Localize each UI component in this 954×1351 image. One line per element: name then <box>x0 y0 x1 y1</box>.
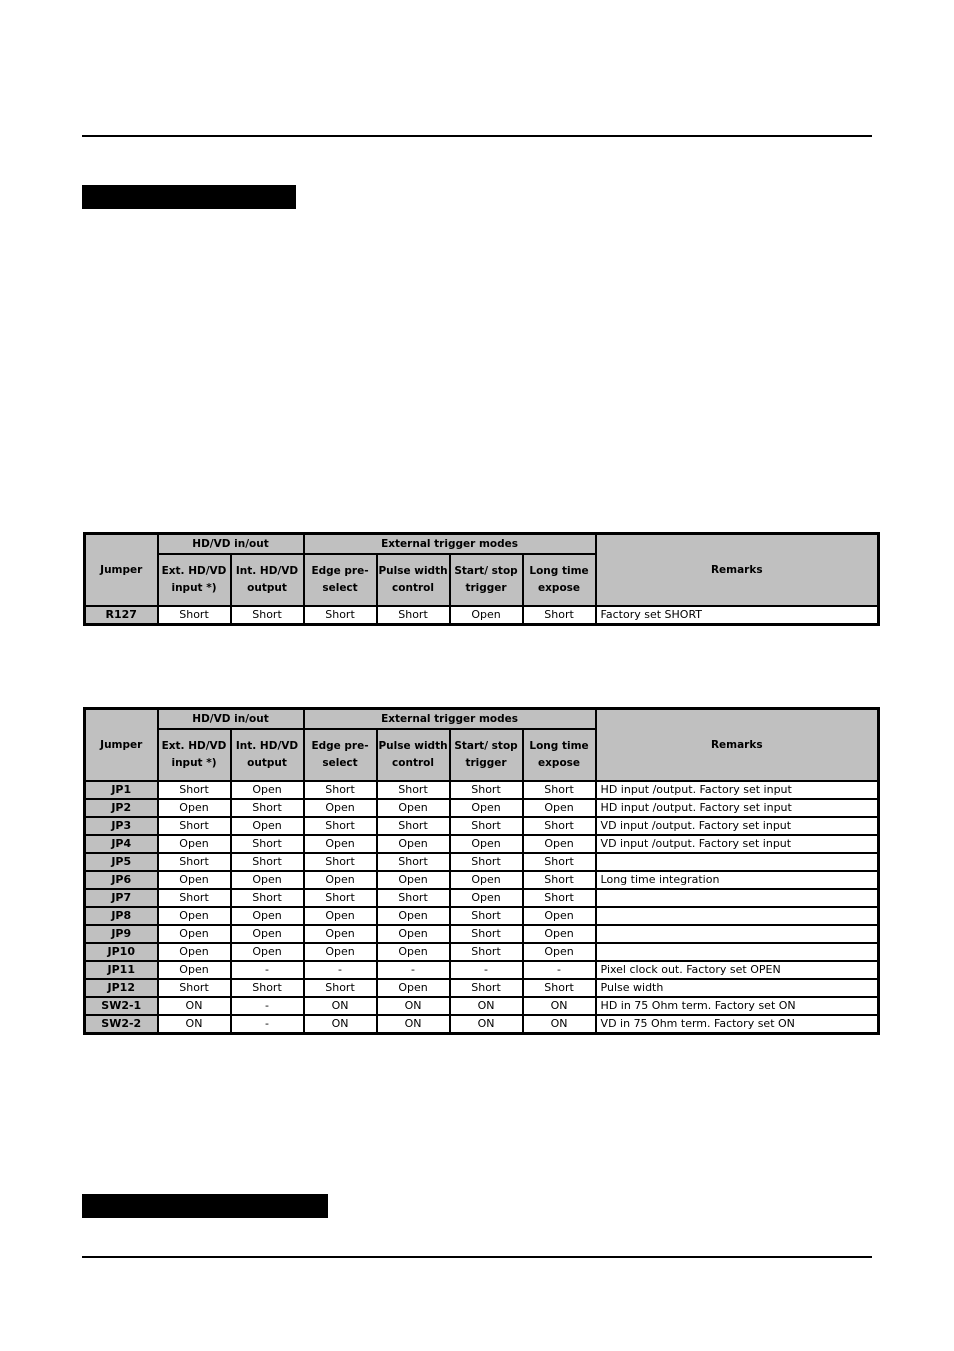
header-col: Start/ stop trigger <box>450 554 523 606</box>
setting-cell: ON <box>377 997 450 1015</box>
setting-cell: ON <box>158 997 231 1015</box>
table-row <box>85 781 879 799</box>
setting-cell: ON <box>450 997 523 1015</box>
setting-cell: Short <box>231 835 304 853</box>
jumper-label: JP2 <box>85 799 158 817</box>
setting-cell: ON <box>377 1015 450 1034</box>
setting-cell: Open <box>231 817 304 835</box>
setting-cell: Open <box>523 835 596 853</box>
setting-cell: Short <box>523 781 596 799</box>
setting-cell: Short <box>158 853 231 871</box>
setting-cell: Open <box>377 907 450 925</box>
setting-cell: Short <box>304 781 377 799</box>
setting-cell: Short <box>158 979 231 997</box>
header-jumper: Jumper <box>85 534 158 606</box>
table-row <box>85 871 879 889</box>
setting-cell: Short <box>523 979 596 997</box>
setting-cell: Open <box>304 871 377 889</box>
table-row <box>85 997 879 1015</box>
jumper-label: SW2-2 <box>85 1015 158 1034</box>
jumper-label: JP9 <box>85 925 158 943</box>
setting-cell: ON <box>523 1015 596 1034</box>
setting-cell: - <box>450 961 523 979</box>
header-hdvd-group: HD/VD in/out <box>158 709 304 729</box>
setting-cell: Short <box>158 781 231 799</box>
setting-cell: Open <box>450 606 523 625</box>
setting-cell: - <box>377 961 450 979</box>
setting-cell: Short <box>158 889 231 907</box>
setting-cell: Open <box>304 943 377 961</box>
jumper-label: JP4 <box>85 835 158 853</box>
remarks-cell: HD in 75 Ohm term. Factory set ON <box>596 997 879 1015</box>
setting-cell: Open <box>158 799 231 817</box>
setting-cell: Open <box>377 835 450 853</box>
jumper-label: JP6 <box>85 871 158 889</box>
table-row <box>85 853 879 871</box>
header-jumper: Jumper <box>85 709 158 781</box>
remarks-cell: VD input /output. Factory set input <box>596 835 879 853</box>
setting-cell: ON <box>304 997 377 1015</box>
header-col: Edge pre-select <box>304 554 377 606</box>
setting-cell: Open <box>450 871 523 889</box>
setting-cell: Short <box>450 979 523 997</box>
setting-cell: Short <box>450 907 523 925</box>
header-col: Long time expose <box>523 729 596 781</box>
header-trigger-group: External trigger modes <box>304 534 596 554</box>
jumper-label: JP3 <box>85 817 158 835</box>
setting-cell: ON <box>158 1015 231 1034</box>
header-col: Ext. HD/VD input *) <box>158 554 231 606</box>
setting-cell: Open <box>158 871 231 889</box>
setting-cell: Open <box>377 979 450 997</box>
jumper-label: JP12 <box>85 979 158 997</box>
setting-cell: Open <box>450 889 523 907</box>
setting-cell: Open <box>158 907 231 925</box>
header-col: Edge pre-select <box>304 729 377 781</box>
remarks-cell: Pulse width <box>596 979 879 997</box>
jumper-table-jp <box>83 707 880 1035</box>
remarks-cell <box>596 943 879 961</box>
setting-cell: Short <box>231 979 304 997</box>
setting-cell: Open <box>304 907 377 925</box>
table-row <box>85 925 879 943</box>
table-row <box>85 889 879 907</box>
setting-cell: Short <box>450 853 523 871</box>
table-row <box>85 907 879 925</box>
header-col: Int. HD/VD output <box>231 729 304 781</box>
section-heading-bar-bottom <box>82 1194 328 1218</box>
remarks-cell: HD input /output. Factory set input <box>596 799 879 817</box>
jumper-label: JP5 <box>85 853 158 871</box>
setting-cell: ON <box>523 997 596 1015</box>
header-hdvd-group: HD/VD in/out <box>158 534 304 554</box>
setting-cell: Short <box>231 853 304 871</box>
table-row <box>85 961 879 979</box>
setting-cell: - <box>304 961 377 979</box>
setting-cell: Short <box>231 606 304 625</box>
setting-cell: Short <box>377 606 450 625</box>
header-col: Ext. HD/VD input *) <box>158 729 231 781</box>
setting-cell: Short <box>377 889 450 907</box>
header-col: Int. HD/VD output <box>231 554 304 606</box>
setting-cell: Short <box>231 799 304 817</box>
setting-cell: Short <box>304 817 377 835</box>
setting-cell: Open <box>231 871 304 889</box>
setting-cell: Open <box>158 961 231 979</box>
setting-cell: Short <box>523 871 596 889</box>
setting-cell: ON <box>304 1015 377 1034</box>
setting-cell: Open <box>377 943 450 961</box>
setting-cell: Short <box>377 853 450 871</box>
setting-cell: Short <box>158 817 231 835</box>
setting-cell: ON <box>450 1015 523 1034</box>
table-row <box>85 799 879 817</box>
setting-cell: Open <box>158 835 231 853</box>
jumper-label: JP1 <box>85 781 158 799</box>
setting-cell: Open <box>377 925 450 943</box>
setting-cell: Short <box>304 853 377 871</box>
setting-cell: Open <box>450 799 523 817</box>
setting-cell: Short <box>523 889 596 907</box>
jumper-label: JP7 <box>85 889 158 907</box>
jumper-label: JP10 <box>85 943 158 961</box>
bottom-rule <box>82 1256 872 1258</box>
setting-cell: Short <box>450 943 523 961</box>
remarks-cell <box>596 889 879 907</box>
header-trigger-group: External trigger modes <box>304 709 596 729</box>
table-row <box>85 817 879 835</box>
setting-cell: Open <box>523 925 596 943</box>
header-col: Pulse width control <box>377 729 450 781</box>
setting-cell: Open <box>450 835 523 853</box>
remarks-cell: Pixel clock out. Factory set OPEN <box>596 961 879 979</box>
jumper-label: JP8 <box>85 907 158 925</box>
setting-cell: Short <box>304 979 377 997</box>
setting-cell: Short <box>523 853 596 871</box>
jumper-label: R127 <box>85 606 158 625</box>
jumper-table-r127 <box>83 532 880 626</box>
setting-cell: - <box>231 1015 304 1034</box>
setting-cell: Open <box>158 925 231 943</box>
table-row <box>85 606 879 625</box>
header-remarks: Remarks <box>596 534 879 606</box>
setting-cell: Short <box>158 606 231 625</box>
setting-cell: Short <box>231 889 304 907</box>
setting-cell: Open <box>304 799 377 817</box>
table-row <box>85 1015 879 1034</box>
setting-cell: Open <box>304 925 377 943</box>
remarks-cell: VD input /output. Factory set input <box>596 817 879 835</box>
jumper-label: JP11 <box>85 961 158 979</box>
header-remarks: Remarks <box>596 709 879 781</box>
setting-cell: Short <box>450 817 523 835</box>
remarks-cell <box>596 925 879 943</box>
setting-cell: Open <box>231 907 304 925</box>
setting-cell: Short <box>304 889 377 907</box>
section-heading-bar-top <box>82 185 296 209</box>
table-row <box>85 835 879 853</box>
remarks-cell: Factory set SHORT <box>596 606 879 625</box>
setting-cell: Open <box>231 781 304 799</box>
setting-cell: Short <box>523 606 596 625</box>
jumper-label: SW2-1 <box>85 997 158 1015</box>
remarks-cell <box>596 853 879 871</box>
setting-cell: Open <box>304 835 377 853</box>
setting-cell: Open <box>523 799 596 817</box>
top-rule <box>82 135 872 137</box>
remarks-cell: VD in 75 Ohm term. Factory set ON <box>596 1015 879 1034</box>
setting-cell: - <box>231 961 304 979</box>
setting-cell: Open <box>523 943 596 961</box>
remarks-cell: Long time integration <box>596 871 879 889</box>
setting-cell: Open <box>523 907 596 925</box>
setting-cell: Short <box>377 781 450 799</box>
setting-cell: Short <box>377 817 450 835</box>
table-row <box>85 979 879 997</box>
setting-cell: Open <box>377 871 450 889</box>
remarks-cell: HD input /output. Factory set input <box>596 781 879 799</box>
header-col: Pulse width control <box>377 554 450 606</box>
setting-cell: Short <box>304 606 377 625</box>
setting-cell: Open <box>231 925 304 943</box>
setting-cell: Short <box>523 817 596 835</box>
setting-cell: Short <box>450 925 523 943</box>
table-row <box>85 943 879 961</box>
remarks-cell <box>596 907 879 925</box>
setting-cell: - <box>523 961 596 979</box>
header-col: Long time expose <box>523 554 596 606</box>
setting-cell: Open <box>231 943 304 961</box>
header-col: Start/ stop trigger <box>450 729 523 781</box>
setting-cell: Open <box>377 799 450 817</box>
setting-cell: - <box>231 997 304 1015</box>
setting-cell: Short <box>450 781 523 799</box>
setting-cell: Open <box>158 943 231 961</box>
